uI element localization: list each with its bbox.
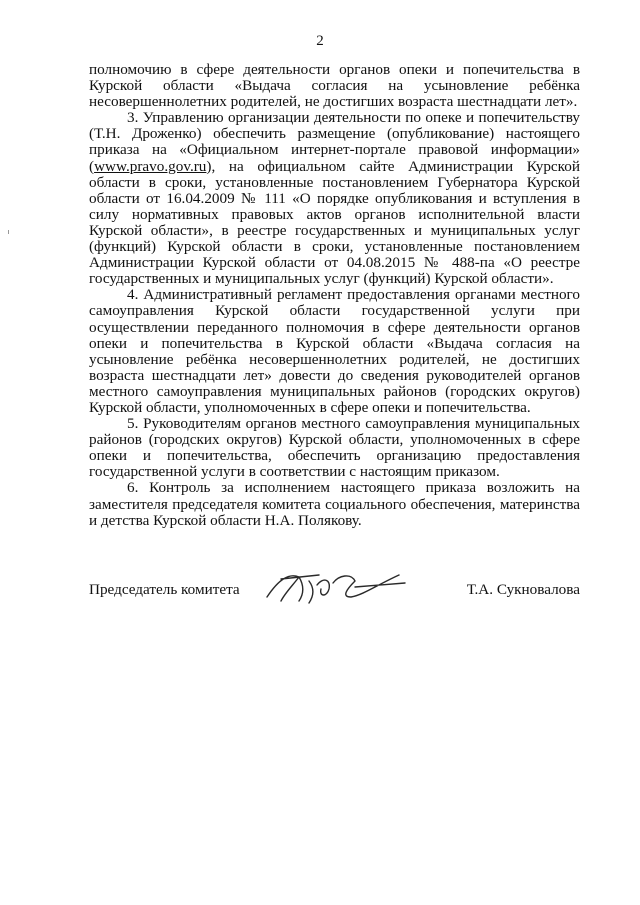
paragraph-4: 4. Административный регламент предоставления органами местного самоуправления Курской области государственной услуги при осуществлении переданного полномочия в сфере деятельности органов опеки и попечительства в Курской области «Выдача согласия на усыновление ребёнка несовершеннолетних родителей, не достигших возраста шестнадцати лет» довести до сведения руководителей органов местного самоуправления муниципальных районов (городских округов) Курской области, уполномоченных в сфере опеки и попечительства.	[89, 286, 580, 416]
signatory-position: Председатель комитета	[89, 581, 240, 598]
paragraph-3-text-end: ), на официальном сайте Администрации Курской области в сроки, установленные постановлением Губернатора Курской области от 16.04.2009 № 111 «О порядке опубликования и вступления в силу нормативных правовых актов органов исполнительной власти Курской области», в реестре государственных и муниципальных услуг (функций) Курской области в сроки, установленные постановлением Администрации Курской области от 04.08.2015 № 488-па «О реестре государственных и муниципальных услуг (функций) Курской области».	[89, 157, 580, 288]
scan-artifact-mark	[8, 230, 9, 234]
paragraph-5: 5. Руководителям органов местного самоуправления муниципальных районов (городских округов) Курской области, уполномоченных в сфере опеки и попечительства, обеспечить организацию предоставления государственной услуги в соответствии с настоящим приказом.	[89, 415, 580, 481]
document-body	[89, 62, 580, 529]
signature-block	[89, 567, 580, 607]
paragraph-6: 6. Контроль за исполнением настоящего приказа возложить на заместителя председателя комитета социального обеспечения, материнства и детства Курской области Н.А. Полякову.	[89, 479, 580, 529]
page-number: 2	[316, 33, 324, 49]
signatory-name: Т.А. Сукновалова	[466, 581, 580, 598]
pravo-gov-link[interactable]: www.pravo.gov.ru	[94, 157, 207, 175]
handwritten-signature	[259, 567, 409, 607]
paragraph-3-text-start: 3. Управлению организации деятельности по опеке и попечительству (Т.Н. Дроженко) обеспечить размещение (опубликование) настоящего приказа на «Официальном интернет-портале правовой информации» (	[89, 109, 580, 175]
paragraph-3	[89, 110, 580, 287]
paragraph-continuation: полномочию в сфере деятельности органов опеки и попечительства в Курской области «Выдача согласия на усыновление ребёнка несовершеннолетних родителей, не достигших возраста шестнадцати лет».	[89, 61, 580, 111]
